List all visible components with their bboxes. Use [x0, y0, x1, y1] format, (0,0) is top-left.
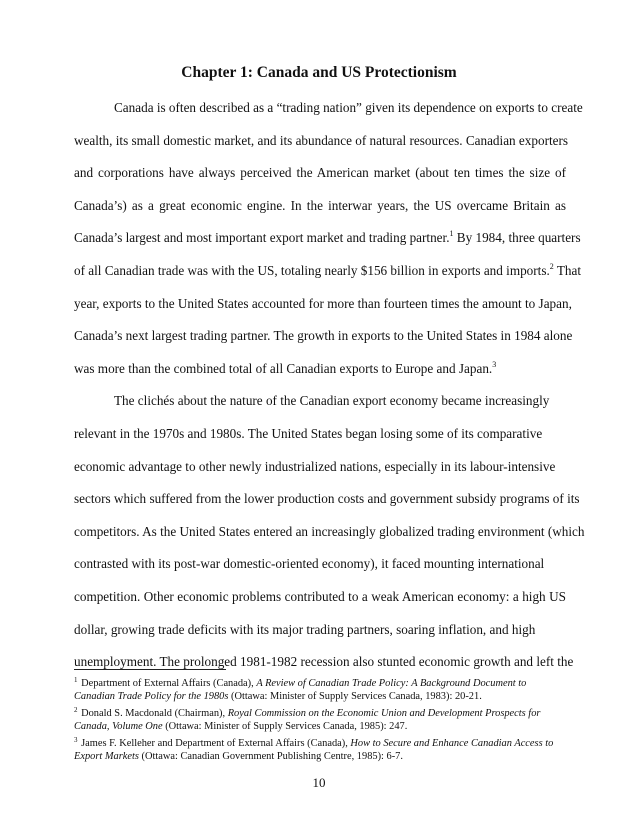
chapter-title: Chapter 1: Canada and US Protectionism — [181, 64, 457, 81]
body-line — [74, 190, 566, 223]
footnote-line — [74, 750, 566, 763]
footnote-text: James F. Kelleher and Department of External Affairs (Canada), — [78, 737, 351, 749]
footnote-reference[interactable]: 1 — [449, 229, 454, 239]
page-number: 10 — [312, 775, 326, 790]
footnote-reference[interactable]: 3 — [492, 359, 497, 369]
body-line — [74, 92, 583, 125]
body-text — [74, 92, 585, 679]
body-line — [74, 548, 566, 581]
body-line — [74, 418, 566, 451]
footnote-divider — [74, 669, 226, 670]
body-line-text: Canada is often described as a “trading nation” given its dependence on exports to create — [114, 100, 583, 115]
body-line — [74, 157, 566, 190]
body-line — [74, 320, 573, 353]
footnotes — [74, 674, 566, 763]
body-line — [74, 353, 566, 386]
body-line-text-continued: By 1984, three quarters — [453, 230, 581, 246]
footnote-text: Department of External Affairs (Canada), — [78, 678, 257, 689]
body-line-text: was more than the combined total of all Canadian exports to Europe and Japan. — [74, 360, 493, 376]
body-line-text: sectors which suffered from the lower production costs and government subsidy programs of its — [74, 491, 580, 507]
footnote-reference[interactable]: 2 — [549, 261, 554, 271]
body-line-text: contrasted with its post-war domestic-oriented economy), it faced mounting international — [74, 556, 545, 572]
footnote-title: Royal Commission on the Economic Union and Development Prospects for — [227, 707, 541, 719]
body-line — [74, 581, 566, 614]
body-line-text: Canada’s largest and most important export market and trading partner. — [74, 230, 450, 246]
body-line-text: The clichés about the nature of the Canadian export economy became increasingly — [114, 393, 550, 409]
footnote-number: 1 — [74, 676, 78, 684]
footnote-title: Export Markets — [74, 751, 139, 763]
body-line — [74, 614, 566, 647]
footnote-line — [74, 690, 566, 703]
body-line-text: year, exports to the United States accounted for more than fourteen times the amount to Japan, — [74, 295, 572, 311]
body-line-text-continued: That — [553, 262, 581, 278]
footnote-text: (Ottawa: Minister of Supply Services Canada, 1983): 20-21. — [228, 691, 482, 703]
body-line-text: of all Canadian trade was with the US, totaling nearly $156 billion in exports and imports. — [74, 262, 550, 278]
body-line-text: economic advantage to other newly industrialized nations, especially in its labour-intensive — [74, 458, 556, 474]
body-line-text: competition. Other economic problems contributed to a weak American economy: a high US — [74, 588, 566, 604]
body-line — [74, 255, 581, 288]
footnote-title: Canadian Trade Policy for the 1980s — [74, 691, 229, 703]
body-line-text: dollar, growing trade deficits with its major trading partners, soaring inflation, and high — [74, 621, 536, 637]
footnote-title: Canada, Volume One — [74, 721, 163, 733]
footnote-line — [74, 734, 566, 750]
body-line-text: and corporations have always perceived the American market (about ten times the size of — [74, 165, 566, 181]
body-line — [74, 385, 566, 418]
body-line-text: wealth, its small domestic market, and its abundance of natural resources. Canadian exporters — [74, 132, 569, 148]
footnote-line — [74, 674, 566, 690]
body-line — [74, 483, 580, 516]
footnote-line — [74, 704, 566, 720]
body-line-text: unemployment. The prolonged 1981-1982 recession also stunted economic growth and left the — [74, 654, 574, 670]
body-line-text: Canada’s next largest trading partner. The growth in exports to the United States in 1984 alone — [74, 328, 573, 344]
footnote-text: Donald S. Macdonald (Chairman), — [78, 707, 228, 719]
body-line — [74, 222, 581, 255]
footnote-line — [74, 720, 566, 733]
body-line — [74, 516, 585, 549]
footnote-number: 3 — [74, 735, 78, 744]
body-line-text: relevant in the 1970s and 1980s. The United States began losing some of its comparative — [74, 425, 543, 441]
body-line — [74, 288, 572, 321]
body-line-text: competitors. As the United States entered an increasingly globalized trading environment (which — [74, 523, 585, 539]
body-line-text: Canada’s) as a great economic engine. In the interwar years, the US overcame Britain as — [74, 197, 566, 213]
footnote-text: (Ottawa: Canadian Government Publishing Centre, 1985): 6-7. — [138, 751, 403, 763]
footnote-text: (Ottawa: Minister of Supply Services Canada, 1985): 247. — [162, 721, 408, 733]
footnote-title: How to Secure and Enhance Canadian Access to — [350, 737, 554, 749]
footnote-number: 2 — [74, 705, 78, 714]
footnote-title: A Review of Canadian Trade Policy: A Background Document to — [256, 678, 527, 689]
body-line — [74, 451, 566, 484]
body-line — [74, 125, 569, 158]
